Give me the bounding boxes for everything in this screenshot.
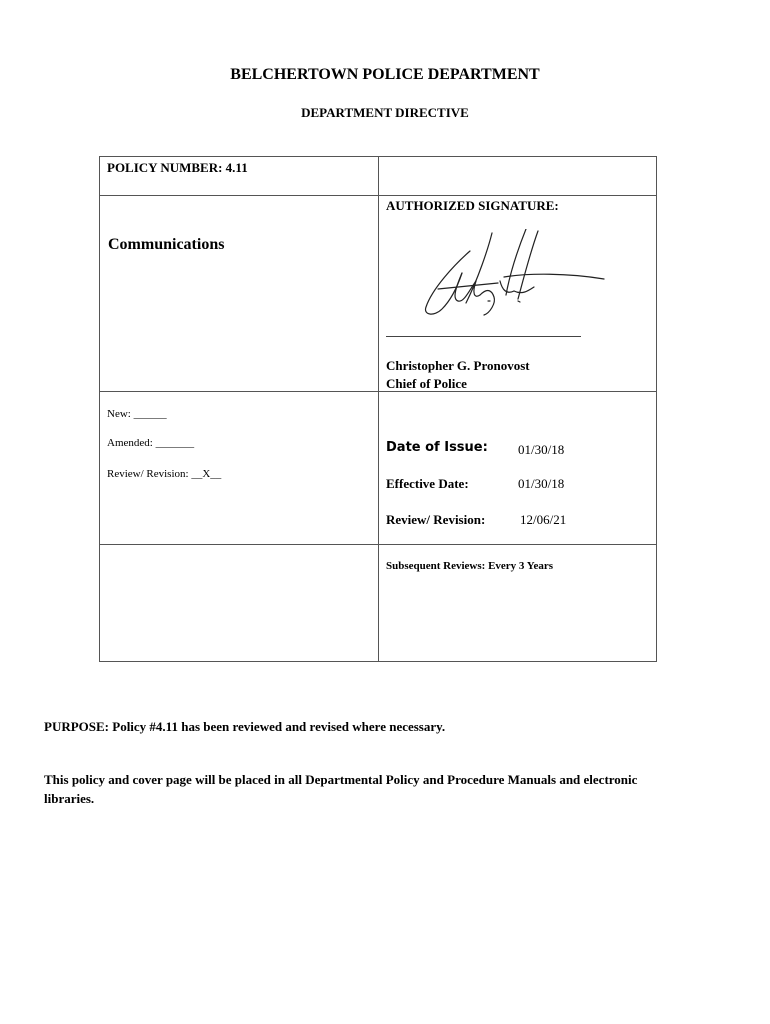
- review-revision-value: 12/06/21: [520, 512, 567, 527]
- amended-field: Amended: _______: [107, 437, 195, 449]
- purpose-statement: PURPOSE: Policy #4.11 has been reviewed and revised where necessary.: [44, 719, 446, 734]
- authorized-signature-label: AUTHORIZED SIGNATURE:: [386, 198, 559, 213]
- policy-number: POLICY NUMBER: 4.11: [107, 160, 248, 175]
- signature-image: [418, 229, 608, 321]
- effective-date-label: Effective Date:: [386, 476, 469, 491]
- review-revision-label: Review/ Revision:: [386, 512, 486, 527]
- effective-date-value: 01/30/18: [518, 476, 565, 491]
- review-revision-check: Review/ Revision: __X__: [107, 468, 222, 480]
- signer-name: Christopher G. Pronovost: [386, 358, 530, 373]
- policy-subject: Communications: [108, 236, 225, 253]
- date-of-issue-value: 01/30/18: [518, 442, 565, 457]
- signature-line: [386, 336, 581, 337]
- document-subtitle: DEPARTMENT DIRECTIVE: [301, 105, 469, 120]
- placement-statement: This policy and cover page will be placed in all Departmental Policy and Procedure Manuals and electronic libraries.: [44, 772, 638, 806]
- date-of-issue-label: Date of Issue:: [386, 440, 488, 455]
- subsequent-reviews: Subsequent Reviews: Every 3 Years: [386, 560, 554, 572]
- policy-table: [99, 156, 657, 662]
- table-divider-column: [378, 157, 379, 661]
- new-field: New: ______: [107, 408, 167, 420]
- signer-title: Chief of Police: [386, 376, 467, 391]
- document-title: BELCHERTOWN POLICE DEPARTMENT: [230, 66, 540, 83]
